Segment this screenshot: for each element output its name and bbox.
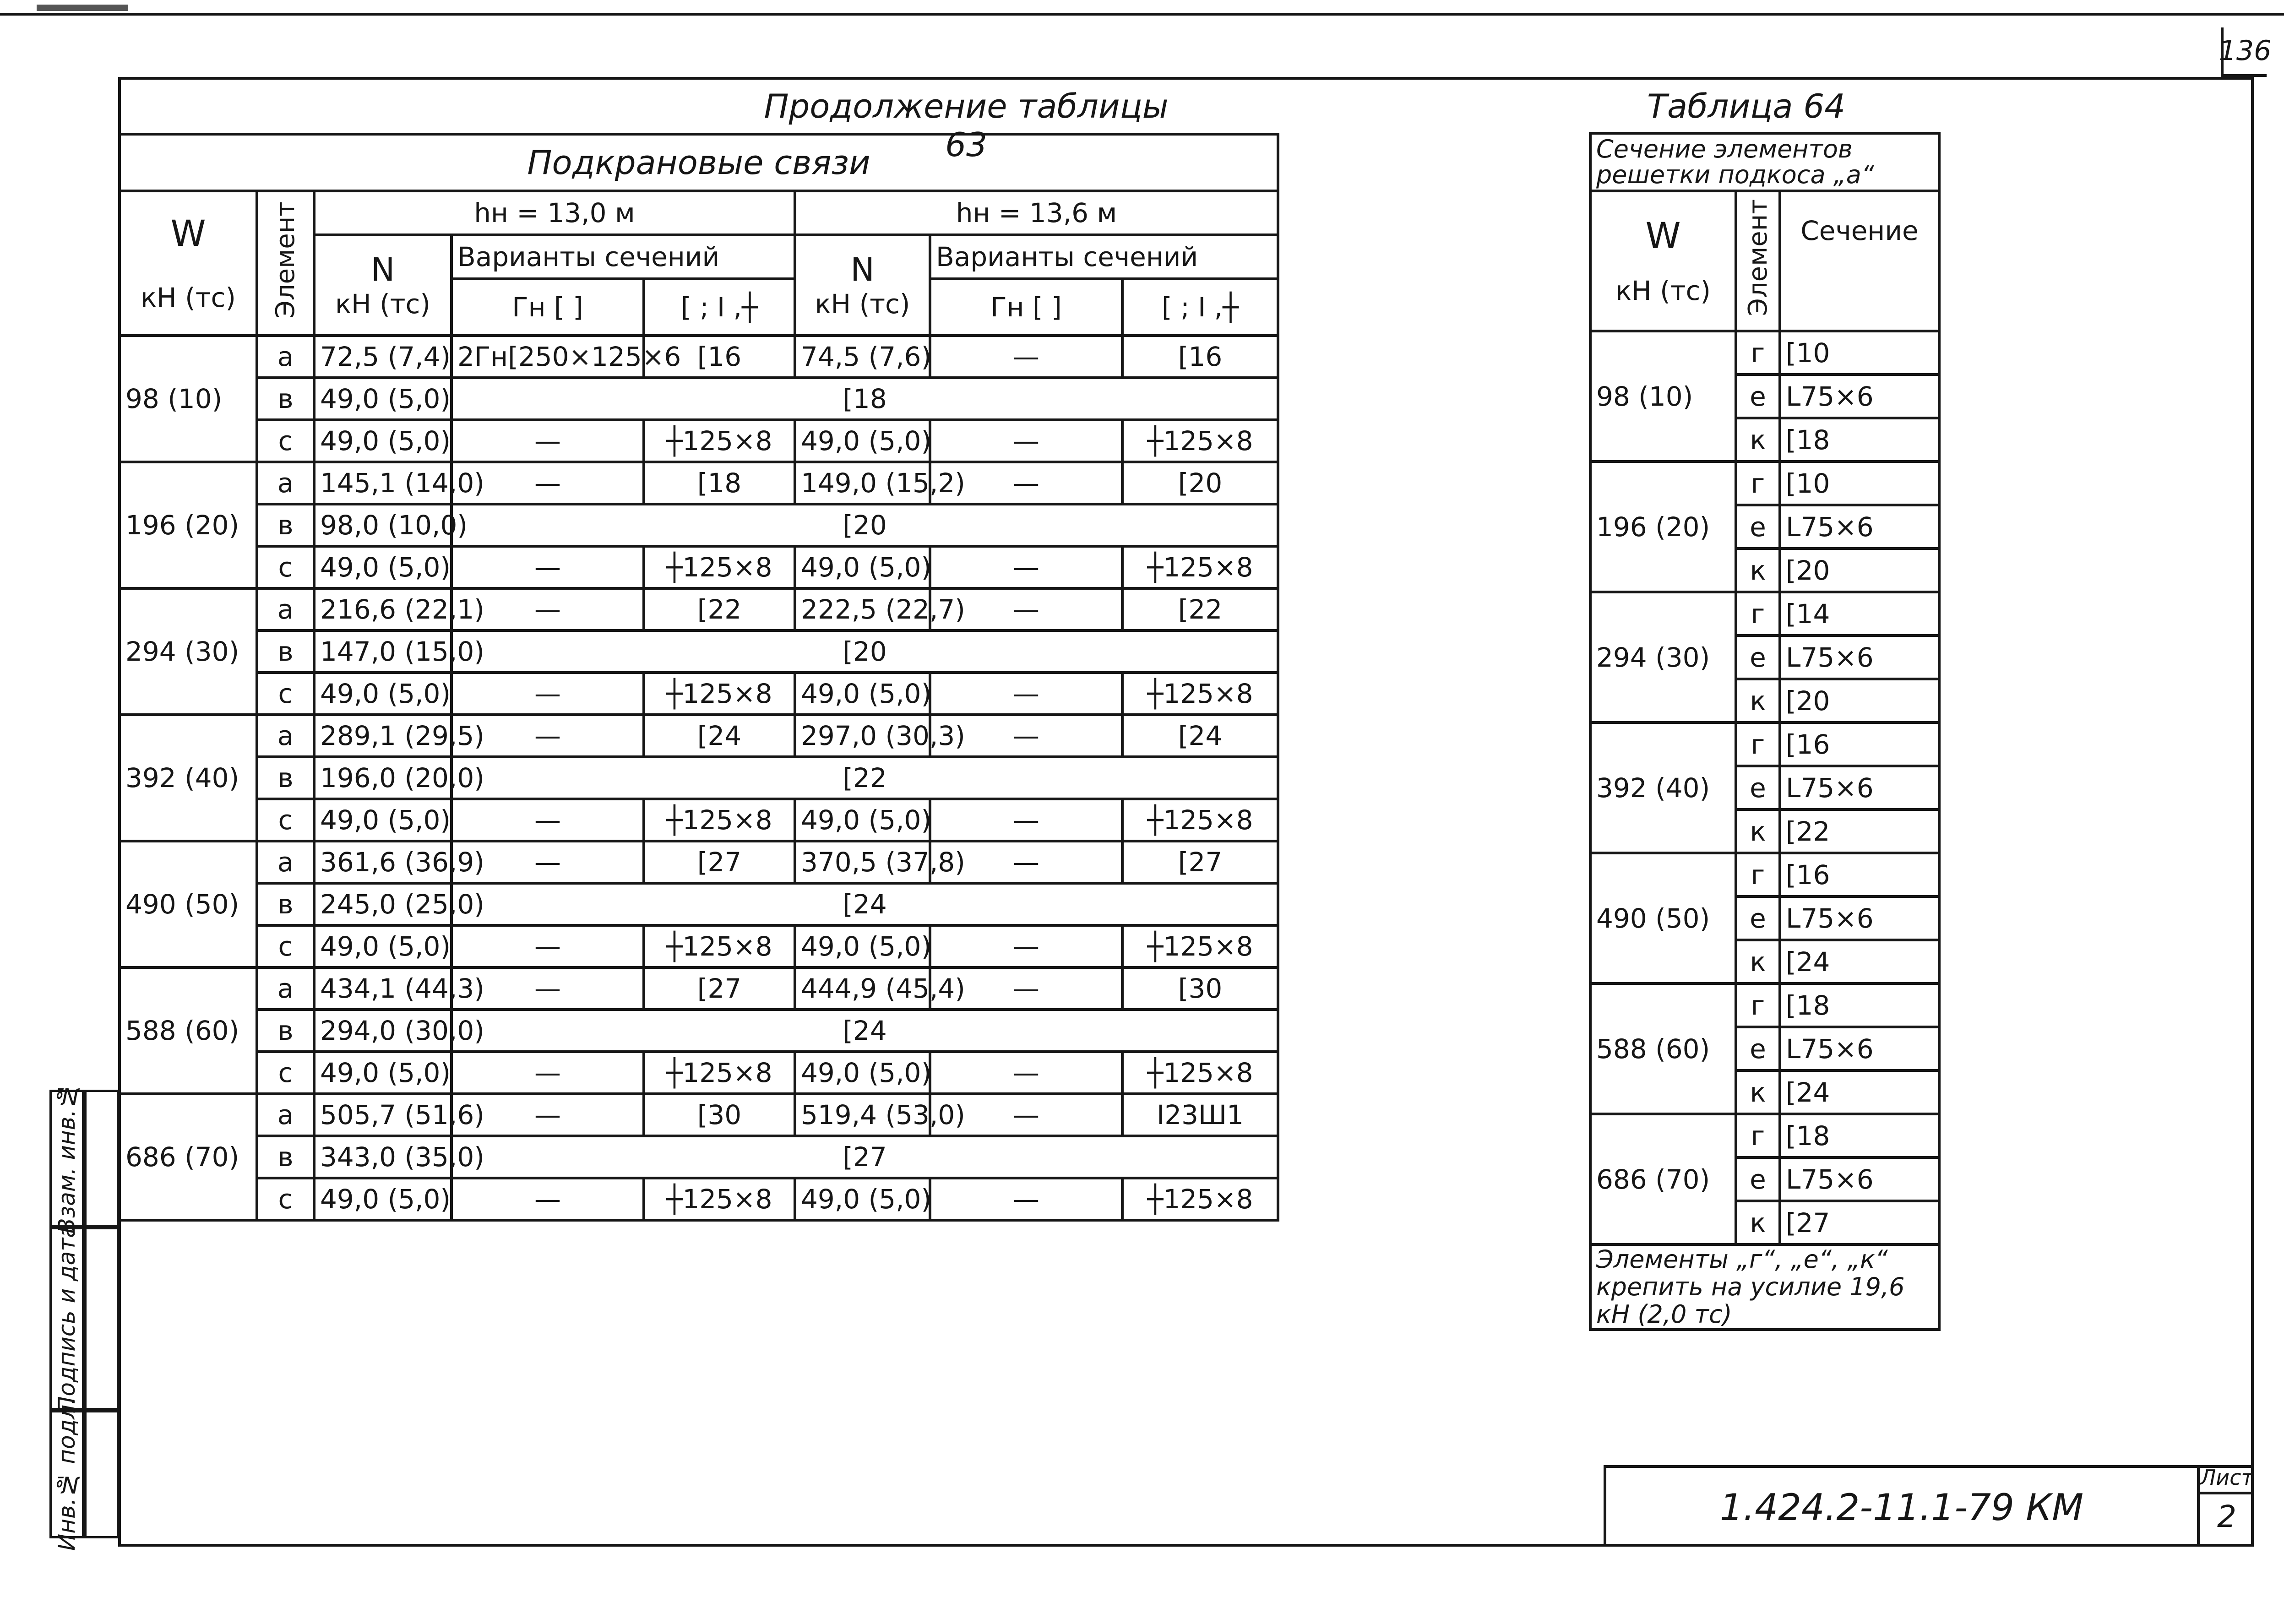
element-cell: в xyxy=(257,378,314,420)
gn2-cell: — xyxy=(930,673,1122,715)
t64-section-cell: [18 xyxy=(1780,418,1939,462)
table-row xyxy=(120,757,1278,799)
n1-cell: 145,1 (14,0) xyxy=(314,462,451,504)
span-section-cell: [18 xyxy=(451,378,1278,420)
n2-cell: 49,0 (5,0) xyxy=(795,546,930,588)
side-stamp-field-1 xyxy=(84,1090,119,1227)
n2-cell: 49,0 (5,0) xyxy=(795,1178,930,1220)
gn2-header: Гн [ ] xyxy=(930,279,1122,336)
gn2-cell: — xyxy=(930,925,1122,967)
n1-cell: 147,0 (15,0) xyxy=(314,630,451,673)
t64-w-value: 196 (20) xyxy=(1590,462,1736,592)
t64-w-unit: кН (тс) xyxy=(1615,275,1711,306)
t64-section-cell: [16 xyxy=(1780,853,1939,896)
frame-right xyxy=(2251,77,2254,1547)
element-cell: с xyxy=(257,925,314,967)
n2-cell: 74,5 (7,6) xyxy=(795,336,930,378)
gn1-cell: — xyxy=(451,967,644,1010)
t64-w-value: 392 (40) xyxy=(1590,722,1736,853)
inv-no-label: Инв.№ подл. xyxy=(54,1397,80,1551)
gn1-cell: — xyxy=(451,1052,644,1094)
t64-element-label: Элемент xyxy=(1743,199,1773,316)
n1-symbol: N xyxy=(370,251,395,288)
t64-section-cell: [16 xyxy=(1780,722,1939,766)
t64-section-cell: L75×6 xyxy=(1780,505,1939,549)
n2-cell: 49,0 (5,0) xyxy=(795,1052,930,1094)
section1-cell: [27 xyxy=(644,967,795,1010)
t64-section-cell: [10 xyxy=(1780,462,1939,505)
table-row xyxy=(120,1010,1278,1052)
n1-cell: 294,0 (30,0) xyxy=(314,1010,451,1052)
t64-element-cell: е xyxy=(1736,505,1780,549)
frame-top xyxy=(118,77,2254,80)
table-row xyxy=(1590,462,1939,505)
span-section-cell: [27 xyxy=(451,1136,1278,1178)
side-stamp-field-3 xyxy=(84,1410,119,1538)
section2-cell: ┼125×8 xyxy=(1122,799,1278,841)
t64-w-value: 490 (50) xyxy=(1590,853,1736,983)
section1-cell: [27 xyxy=(644,841,795,883)
table64-title: Сечение элементов решетки подкоса „а“ xyxy=(1590,133,1939,191)
section2-cell: ┼125×8 xyxy=(1122,925,1278,967)
t64-section-cell: [20 xyxy=(1780,679,1939,722)
element-cell: с xyxy=(257,420,314,462)
section2-cell: ┼125×8 xyxy=(1122,1052,1278,1094)
t64-w-header xyxy=(1590,191,1736,331)
element-cell: с xyxy=(257,673,314,715)
table-row xyxy=(1590,1114,1939,1157)
n1-cell: 505,7 (51,6) xyxy=(314,1094,451,1136)
t64-element-cell: к xyxy=(1736,679,1780,722)
t64-element-cell: е xyxy=(1736,1157,1780,1201)
span-section-cell: [22 xyxy=(451,757,1278,799)
w-value: 392 (40) xyxy=(120,715,257,841)
t64-section-cell: [22 xyxy=(1780,809,1939,853)
gn1-cell: — xyxy=(451,841,644,883)
t64-section-cell: L75×6 xyxy=(1780,1027,1939,1070)
element-cell: а xyxy=(257,336,314,378)
t64-element-cell: г xyxy=(1736,853,1780,896)
side-stamp-replace-inv xyxy=(49,1083,84,1234)
n1-cell: 245,0 (25,0) xyxy=(314,883,451,925)
t64-element-cell: к xyxy=(1736,940,1780,983)
element-cell: в xyxy=(257,630,314,673)
span-section-cell: [20 xyxy=(451,630,1278,673)
table64 xyxy=(1589,132,1941,1331)
table-row xyxy=(1590,722,1939,766)
gn1-cell: 2Гн[250×125×6 xyxy=(451,336,644,378)
n1-cell: 216,6 (22,1) xyxy=(314,588,451,630)
n1-cell: 361,6 (36,9) xyxy=(314,841,451,883)
drawing-code: 1.424.2-11.1-79 КМ xyxy=(1719,1486,2084,1529)
section1-cell: [22 xyxy=(644,588,795,630)
gn2-cell: — xyxy=(930,462,1122,504)
gn2-cell: — xyxy=(930,420,1122,462)
section1-cell: ┼125×8 xyxy=(644,799,795,841)
n1-header xyxy=(314,235,451,336)
top-edge-mark xyxy=(37,5,128,11)
element-label: Элемент xyxy=(271,201,300,319)
t64-section-header: Сечение xyxy=(1780,191,1939,331)
span-section-cell: [24 xyxy=(451,883,1278,925)
t64-element-cell: к xyxy=(1736,1070,1780,1114)
t64-section-cell: L75×6 xyxy=(1780,896,1939,940)
n1-cell: 49,0 (5,0) xyxy=(314,799,451,841)
top-border-line xyxy=(0,13,2284,16)
gn1-cell: — xyxy=(451,588,644,630)
t64-element-cell: е xyxy=(1736,766,1780,809)
t64-w-value: 588 (60) xyxy=(1590,983,1736,1114)
t64-w-value: 686 (70) xyxy=(1590,1114,1736,1244)
side-stamp-field-2 xyxy=(84,1227,119,1410)
t64-w-value: 294 (30) xyxy=(1590,592,1736,722)
gn2-cell: — xyxy=(930,1052,1122,1094)
n1-unit: кН (тс) xyxy=(335,288,430,320)
table64-note: Элементы „г“, „е“, „к“ крепить на усилие 19,6 кН (2,0 тс) xyxy=(1590,1244,1939,1330)
w-value: 686 (70) xyxy=(120,1094,257,1220)
h2-header: hн = 13,6 м xyxy=(795,191,1278,235)
t64-section-cell: L75×6 xyxy=(1780,635,1939,679)
element-cell: а xyxy=(257,967,314,1010)
table63 xyxy=(118,133,1279,1222)
n2-cell: 519,4 (53,0) xyxy=(795,1094,930,1136)
n2-cell: 444,9 (45,4) xyxy=(795,967,930,1010)
t64-element-cell: г xyxy=(1736,331,1780,375)
section2-cell: [20 xyxy=(1122,462,1278,504)
t64-section-cell: [18 xyxy=(1780,983,1939,1027)
gn2-cell: — xyxy=(930,967,1122,1010)
span-section-cell: [20 xyxy=(451,504,1278,546)
n1-cell: 49,0 (5,0) xyxy=(314,420,451,462)
sign-date-label: Подпись и дата xyxy=(54,1223,80,1414)
table-row xyxy=(120,715,1278,757)
gn2-cell: — xyxy=(930,799,1122,841)
table63-caption: Продолжение таблицы 63 xyxy=(764,87,1169,164)
n1-cell: 49,0 (5,0) xyxy=(314,1178,451,1220)
title-stamp xyxy=(1604,1465,2254,1547)
page-number: 136 xyxy=(2219,35,2272,67)
t64-element-header xyxy=(1736,191,1780,331)
element-cell: с xyxy=(257,546,314,588)
n1-cell: 289,1 (29,5) xyxy=(314,715,451,757)
n2-unit: кН (тс) xyxy=(815,288,910,320)
n2-cell: 222,5 (22,7) xyxy=(795,588,930,630)
gn1-cell: — xyxy=(451,1178,644,1220)
section1-cell: ┼125×8 xyxy=(644,673,795,715)
table-row xyxy=(120,588,1278,630)
table-row xyxy=(120,1052,1278,1094)
span-section-cell: [24 xyxy=(451,1010,1278,1052)
section2-cell: [27 xyxy=(1122,841,1278,883)
table64-caption: Таблица 64 xyxy=(1647,87,1845,125)
table-row xyxy=(120,967,1278,1010)
section1-cell: ┼125×8 xyxy=(644,1052,795,1094)
element-cell: с xyxy=(257,1178,314,1220)
table63-title: Подкрановые связи xyxy=(120,134,1278,191)
w-value: 294 (30) xyxy=(120,588,257,715)
element-cell: в xyxy=(257,1136,314,1178)
gn1-cell: — xyxy=(451,715,644,757)
section2-cell: ┼125×8 xyxy=(1122,1178,1278,1220)
table-row xyxy=(120,673,1278,715)
t64-element-cell: е xyxy=(1736,1027,1780,1070)
table-row xyxy=(120,462,1278,504)
n1-cell: 49,0 (5,0) xyxy=(314,546,451,588)
n2-cell: 49,0 (5,0) xyxy=(795,673,930,715)
t64-section-cell: [14 xyxy=(1780,592,1939,635)
table-row xyxy=(120,336,1278,378)
section1-cell: ┼125×8 xyxy=(644,546,795,588)
gn2-cell: — xyxy=(930,715,1122,757)
table-row xyxy=(120,925,1278,967)
table-row xyxy=(120,1136,1278,1178)
w-value: 490 (50) xyxy=(120,841,257,967)
t64-element-cell: к xyxy=(1736,549,1780,592)
element-cell: в xyxy=(257,1010,314,1052)
n2-cell: 149,0 (15,2) xyxy=(795,462,930,504)
side-stamp xyxy=(49,1083,119,1551)
table-row xyxy=(120,546,1278,588)
replace-inv-label: Взам. инв.№ xyxy=(54,1083,80,1234)
gn1-cell: — xyxy=(451,462,644,504)
w-header xyxy=(120,191,257,336)
n2-cell: 49,0 (5,0) xyxy=(795,420,930,462)
gn1-cell: — xyxy=(451,925,644,967)
element-cell: а xyxy=(257,715,314,757)
t64-section-cell: L75×6 xyxy=(1780,1157,1939,1201)
section2-cell: [30 xyxy=(1122,967,1278,1010)
gn2-cell: — xyxy=(930,1094,1122,1136)
gn2-cell: — xyxy=(930,1178,1122,1220)
t64-section-cell: [24 xyxy=(1780,940,1939,983)
sheet-number: 2 xyxy=(2217,1499,2236,1534)
section2-cell: [16 xyxy=(1122,336,1278,378)
n2-cell: 297,0 (30,3) xyxy=(795,715,930,757)
t64-element-cell: г xyxy=(1736,722,1780,766)
sheet-box xyxy=(2197,1465,2254,1547)
n1-cell: 49,0 (5,0) xyxy=(314,1052,451,1094)
n1-cell: 434,1 (44,3) xyxy=(314,967,451,1010)
t64-element-cell: к xyxy=(1736,1201,1780,1244)
section1-cell: [24 xyxy=(644,715,795,757)
n1-cell: 49,0 (5,0) xyxy=(314,925,451,967)
section1-cell: [16 xyxy=(644,336,795,378)
gn1-cell: — xyxy=(451,1094,644,1136)
element-cell: с xyxy=(257,799,314,841)
element-cell: а xyxy=(257,462,314,504)
table-row xyxy=(120,841,1278,883)
t64-section-cell: [18 xyxy=(1780,1114,1939,1157)
t64-element-cell: е xyxy=(1736,375,1780,418)
n1-cell: 49,0 (5,0) xyxy=(314,673,451,715)
section2-cell: ┼125×8 xyxy=(1122,546,1278,588)
element-cell: в xyxy=(257,883,314,925)
element-cell: с xyxy=(257,1052,314,1094)
section1-cell: ┼125×8 xyxy=(644,1178,795,1220)
section2-cell: [22 xyxy=(1122,588,1278,630)
element-cell: а xyxy=(257,841,314,883)
section1-cell: [18 xyxy=(644,462,795,504)
element-cell: в xyxy=(257,757,314,799)
other2-header: [ ; I ,┼ xyxy=(1122,279,1278,336)
n2-cell: 49,0 (5,0) xyxy=(795,925,930,967)
element-cell: в xyxy=(257,504,314,546)
gn2-cell: — xyxy=(930,546,1122,588)
n2-cell: 49,0 (5,0) xyxy=(795,799,930,841)
section1-cell: [30 xyxy=(644,1094,795,1136)
w-value: 588 (60) xyxy=(120,967,257,1094)
page-number-box xyxy=(2219,27,2272,77)
table-row xyxy=(120,504,1278,546)
t64-section-cell: [10 xyxy=(1780,331,1939,375)
gn2-cell: — xyxy=(930,336,1122,378)
side-stamp-inv-no xyxy=(49,1397,84,1551)
element-cell: а xyxy=(257,1094,314,1136)
section2-cell: ┼125×8 xyxy=(1122,673,1278,715)
table-row xyxy=(120,799,1278,841)
t64-element-cell: г xyxy=(1736,462,1780,505)
element-cell: а xyxy=(257,588,314,630)
w-value: 98 (10) xyxy=(120,336,257,462)
gn2-cell: — xyxy=(930,588,1122,630)
n1-cell: 343,0 (35,0) xyxy=(314,1136,451,1178)
gn2-cell: — xyxy=(930,841,1122,883)
t64-section-cell: [24 xyxy=(1780,1070,1939,1114)
element-header xyxy=(257,191,314,336)
table-row xyxy=(120,883,1278,925)
t64-element-cell: е xyxy=(1736,635,1780,679)
table-row xyxy=(1590,853,1939,896)
n2-symbol: N xyxy=(850,251,875,288)
table-row xyxy=(120,378,1278,420)
section2-cell: I23Ш1 xyxy=(1122,1094,1278,1136)
other1-header: [ ; I ,┼ xyxy=(644,279,795,336)
t64-element-cell: к xyxy=(1736,418,1780,462)
table-row xyxy=(1590,592,1939,635)
t64-element-cell: е xyxy=(1736,896,1780,940)
table-row xyxy=(120,1178,1278,1220)
t64-w-symbol: W xyxy=(1645,216,1681,257)
table-row xyxy=(120,420,1278,462)
n1-cell: 49,0 (5,0) xyxy=(314,378,451,420)
gn1-cell: — xyxy=(451,546,644,588)
table-row xyxy=(120,1094,1278,1136)
n1-cell: 72,5 (7,4) xyxy=(314,336,451,378)
n2-cell: 370,5 (37,8) xyxy=(795,841,930,883)
gn1-cell: — xyxy=(451,673,644,715)
n1-cell: 98,0 (10,0) xyxy=(314,504,451,546)
section1-cell: ┼125×8 xyxy=(644,925,795,967)
w-value: 196 (20) xyxy=(120,462,257,588)
table-row xyxy=(1590,331,1939,375)
n1-cell: 196,0 (20,0) xyxy=(314,757,451,799)
section2-cell: ┼125×8 xyxy=(1122,420,1278,462)
gn1-cell: — xyxy=(451,420,644,462)
gn1-cell: — xyxy=(451,799,644,841)
t64-section-cell: [20 xyxy=(1780,549,1939,592)
n2-header xyxy=(795,235,930,336)
t64-w-value: 98 (10) xyxy=(1590,331,1736,462)
w-symbol: W xyxy=(170,213,206,255)
gn1-header: Гн [ ] xyxy=(451,279,644,336)
t64-section-cell: L75×6 xyxy=(1780,375,1939,418)
w-unit: кН (тс) xyxy=(140,282,236,313)
t64-element-cell: к xyxy=(1736,809,1780,853)
sheet-label: Лист xyxy=(2200,1465,2254,1494)
t64-element-cell: г xyxy=(1736,1114,1780,1157)
section1-cell: ┼125×8 xyxy=(644,420,795,462)
table-row xyxy=(120,630,1278,673)
h1-header: hн = 13,0 м xyxy=(314,191,795,235)
section2-cell: [24 xyxy=(1122,715,1278,757)
t64-element-cell: г xyxy=(1736,592,1780,635)
variants2-header: Варианты сечений xyxy=(930,235,1278,279)
t64-section-cell: L75×6 xyxy=(1780,766,1939,809)
t64-element-cell: г xyxy=(1736,983,1780,1027)
table-row xyxy=(1590,983,1939,1027)
t64-section-cell: [27 xyxy=(1780,1201,1939,1244)
side-stamp-sign-date xyxy=(49,1223,84,1414)
variants1-header: Варианты сечений xyxy=(451,235,795,279)
